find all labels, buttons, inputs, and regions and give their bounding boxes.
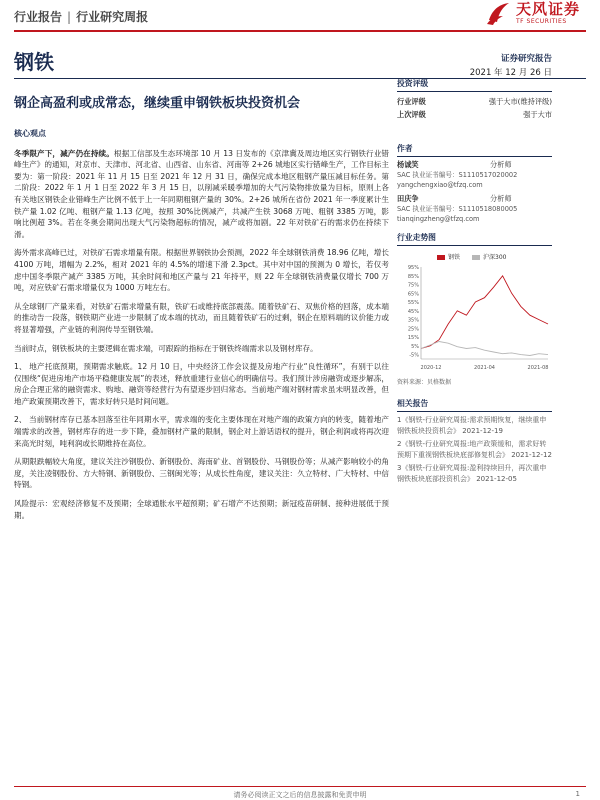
author-email[interactable]: yangchengxiao@tfzq.com [397,181,483,189]
logo-mark-icon [485,0,511,26]
author-block [397,194,552,224]
body-paragraph [14,498,389,521]
x-tick-label: 2021-04 [474,365,495,371]
header-divider [14,30,586,32]
body-paragraph [14,148,389,241]
report-date: 2021 年 12 月 26 日 [469,68,552,78]
chart-title: 行业走势图 [397,232,552,246]
author-cert: SAC 执业证书编号：S1110517020002 [397,171,518,179]
paragraph-text: 当前时点，钢铁板块的主要逻辑在需求端，可跟踪的指标在于钢铁终端需求以及钢材库存。 [14,343,318,353]
y-tick-label: 45% [407,308,419,315]
related-report-link[interactable]: 2《钢铁-行业研究周报:地产政策缓和，需求好转预期下重视钢铁板块底部修复机会》 2021-12-12 [397,440,552,459]
rating-value: 强于大市 [523,110,552,119]
y-tick-label: 15% [407,335,419,342]
series-line-沪深300 [421,342,548,356]
page-number: 1 [575,790,580,798]
logo-text-cn: 天风证券 [515,0,580,18]
legend-item: 沪深300 [472,252,506,261]
company-logo [485,0,580,26]
related-report-link[interactable]: 3《钢铁-行业研究周报:盈利持续回升，再次重申钢铁板块底部投资机会》 2021-12-05 [397,464,547,483]
body-paragraph [14,247,389,293]
paragraph-text: 风险提示：宏观经济修复不及预期；全球通胀水平超预期；矿石增产不达预期；新冠疫苗研制、接种进展低于预期。 [14,499,389,520]
paragraph-text: 根据工信部及生态环境部 10 月 13 日发布的《京津冀及周边地区实行钢铁行业错峰生产》的通知，对京市、天津市、河北省、山西省、山东省、河南等 2+26 城地区实行错峰生产，工作目标主要为：第一阶段：2021 年 11 月 15 日至 2021 年 12 月 31 日，确保完成本地区粗钢产量压减目标任务。第二阶段：2022 年 1 月 1 日至 2022 年 3 月 15 日，以削减采暖季增加的大气污染物排放量为目标，原则上各有关地区钢铁企业错峰生产比例不低于上一年同期粗钢产量的 30%。2+26 城所在省份 2021 年一季度累计生铁产量 1.02 亿吨、粗钢产量 1.13 亿吨，按照 30%比例减产，共减产生铁 3068 万吨、粗钢 3385 万吨，影响比例超 3%。若在冬奥会期间出现大气污染物超标的情况，减产或将加剧。22 年对铁矿石的需求仍在持续下滑。 [14,148,390,239]
paragraph-text: 1、 地产托底预期，预期需求触底。12 月 10 日，中央经济工作会议提及房地产行业“良性循环”，有别于以往仅围绕“促进房地产市场平稳健康发展”的表述，释放重建行业信心的明确信号。我们预计涉房融资或逐步解冻，房企合理正常的融资需求、购地、融资等经营行为有望逐步回归常态。当前地产端对钢材需求虽未明显改善，但地产政策预期改善下，需求好转只是时间问题。 [14,362,389,406]
rating-row [397,95,552,108]
x-tick-label: 2020-12 [420,365,442,371]
body-paragraph [14,301,389,336]
author-role: 分析师 [490,194,512,203]
author-name: 田庆争 [397,194,419,203]
series-line-钢铁 [421,276,548,349]
y-tick-label: 5% [411,343,419,350]
y-tick-label: 25% [407,326,419,333]
section-title: 核心观点 [14,129,46,138]
author-name: 杨诚笑 [397,160,419,169]
author-email[interactable]: tianqingzheng@tfzq.com [397,215,480,223]
rating-row [397,108,552,121]
paragraph-lead: 冬季限产下，减产仍在持续。 [14,148,114,158]
rating-list [397,95,552,121]
y-tick-label: 35% [407,317,419,324]
sidebar [397,78,552,487]
y-tick-label: 55% [407,300,419,307]
sub-label: 行业研究周报 [76,10,149,24]
rating-key: 行业评级 [397,97,426,106]
author-list [397,160,552,224]
paragraph-list [14,148,389,522]
report-category [14,8,148,25]
y-tick-label: 65% [407,291,419,298]
line-chart [397,263,552,373]
rating-key: 上次评级 [397,110,426,119]
rating-title: 投资评级 [397,78,552,92]
body-paragraph [14,414,389,449]
related-reports [397,415,552,485]
separator: | [67,10,72,24]
industry-chart [397,252,552,386]
chart-legend [437,252,552,261]
author-block [397,160,552,190]
report-headline: 钢企高盈利或成常态，继续重申钢铁板块投资机会 [14,96,301,111]
related-title: 相关报告 [397,398,552,412]
author-role: 分析师 [490,160,512,169]
footer-disclaimer: 请务必阅读正文之后的信息披露和免责申明 [233,791,367,799]
paragraph-text: 从全球钢厂产量来看，对铁矿石需求增量有限，铁矿石或维持底部震荡。随着铁矿石、双焦价格的回落，成本端的推动告一段落，钢铁期产业进一步限制了成本端的扰动，而且随着铁矿石的过剩，钢企在原料端的议价能力或将显著增强，产业链的利润传导至钢铁端。 [14,301,389,334]
y-tick-label: 95% [407,265,419,271]
author-cert: SAC 执业证书编号：S1110518080005 [397,205,518,213]
body-paragraph [14,343,389,355]
main-content [14,128,389,528]
industry-title: 钢铁 [14,50,54,74]
x-tick-label: 2021-08 [527,365,549,371]
body-paragraph [14,361,389,407]
y-tick-label: -5% [409,352,419,359]
report-type: 证券研究报告 [500,54,552,64]
y-tick-label: 75% [407,282,419,289]
rating-value: 强于大市(维持评级) [488,97,552,106]
legend-item: 钢铁 [437,252,460,261]
related-report-link[interactable]: 1《钢铁-行业研究周报:需求预期恢复，继续重申钢铁板块投资机会》 2021-12-19 [397,416,547,435]
authors-title: 作者 [397,143,552,157]
paragraph-text: 从期限跌幅较大角度，建议关注沙钢股份、新钢股份、海南矿业、首钢股份、马钢股份等；从减产影响较小的角度，关注凌钢股份、方大特钢、新钢股份、三钢闽光等；从成长性角度，建议关注：久立特材、广大特材、中信特钢。 [14,457,389,490]
body-paragraph [14,456,389,491]
paragraph-text: 2、 当前钢材库存已基本回落至往年同期水平，需求端的变化主要体现在对地产端的政策方向的转变，随着地产端需求的改善，钢材库存的进一步下降，叠加钢材产量的限制，钢企对上游话语权的提升，钢企利润或将再次迎来高光时刻，吨利润或长期维持在高位。 [14,415,389,448]
section-label: 行业报告 [14,10,63,24]
chart-source: 资料来源：贝格数据 [397,379,452,386]
y-tick-label: 85% [407,273,419,280]
paragraph-text: 海外需求高峰已过，对铁矿石需求增量有限。根据世界钢铁协会预测，2022 年全球钢铁消费 18.96 亿吨，增长 4100 万吨，增幅为 2.2%，相对 2021 年的 4.5%的增速下滑 2.3pct。其中对中国的预测为 0 增长，若仅考虑中国冬季限产减产 3385 万吨，其余时间和地区产量与 21 年持平，则 22 年全球钢铁消费量仅增长 700 万吨，对应铁矿石需求增量仅为 1000 万吨左右。 [14,248,389,293]
logo-text-en: TF SECURITIES [515,18,567,25]
footer-divider [14,786,586,787]
